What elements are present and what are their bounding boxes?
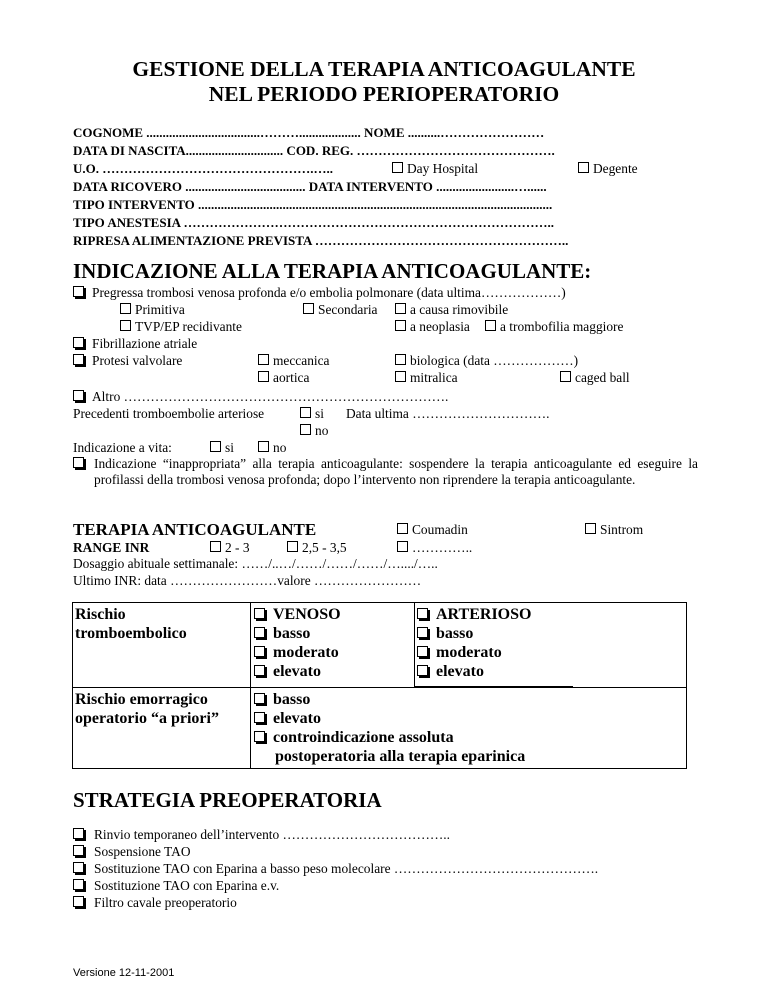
rischio-table (72, 602, 687, 769)
ripresa-alimentazione-field[interactable]: RIPRESA ALIMENTAZIONE PREVISTA ………………………………………………….. (73, 233, 569, 248)
rischio-emorragico-options-cell (251, 688, 687, 769)
indicazione-vita-label: Indicazione a vita: (73, 440, 172, 455)
checkbox-icon[interactable] (258, 441, 269, 452)
cognome-nome-field[interactable]: COGNOME ...................................………................... NOME ..........…………………… (73, 125, 545, 140)
ricovero-intervento-field[interactable]: DATA RICOVERO ..................................... DATA INTERVENTO ........................…...... (73, 179, 547, 194)
rischio-trombo-options-cell (251, 603, 687, 688)
controindicazione-option[interactable]: controindicazione assoluta (254, 728, 454, 747)
vita-si-option[interactable]: si (210, 440, 234, 456)
tipo-intervento-field[interactable]: TIPO INTERVENTO ............................................................................................................. (73, 197, 553, 212)
checkbox-icon[interactable] (73, 896, 84, 907)
document-title-line1: GESTIONE DELLA TERAPIA ANTICOAGULANTE (132, 57, 636, 81)
venoso-elevato-option[interactable]: elevato (254, 662, 321, 681)
uo-label[interactable]: U.O. ………………………………………….….. (73, 161, 333, 176)
trombofilia-option[interactable]: a trombofilia maggiore (485, 319, 623, 335)
ultimo-inr-field[interactable]: Ultimo INR: data ……………………valore …………………… (73, 573, 422, 588)
strategia-heading: STRATEGIA PREOPERATORIA (73, 788, 382, 812)
checkbox-icon[interactable] (395, 303, 406, 314)
arterioso-box (414, 603, 573, 687)
checkbox-icon[interactable] (585, 523, 596, 534)
data-ultima-field[interactable]: Data ultima …………………………. (346, 406, 550, 421)
checkbox-icon[interactable] (73, 845, 84, 856)
vita-no-option[interactable]: no (258, 440, 286, 456)
checkbox-icon[interactable] (210, 541, 221, 552)
checkbox-icon[interactable] (73, 828, 84, 839)
checkbox-icon[interactable] (417, 665, 428, 676)
day-hospital-checkbox[interactable] (392, 162, 403, 173)
strategia-item[interactable]: Filtro cavale preoperatorio (73, 895, 237, 911)
checkbox-icon[interactable] (300, 407, 311, 418)
checkbox-icon[interactable] (254, 646, 265, 657)
checkbox-icon[interactable] (73, 862, 84, 873)
neoplasia-option[interactable]: a neoplasia (395, 319, 470, 335)
tipo-anestesia-field[interactable]: TIPO ANESTESIA ………………………………………………………………………….. (73, 215, 555, 230)
inappropriata-text: Indicazione “inappropriata” alla terapia anticoagulante: sospendere la terapia anticoagulante ed eseguire la profilassi della trombosi venosa profonda; dopo l’intervento non riprendere la terapia anticoagulante. (94, 456, 698, 487)
range-25-35-option[interactable]: 2,5 - 3,5 (287, 540, 347, 556)
degente-label: Degente (593, 161, 638, 176)
precedenti-label: Precedenti tromboembolie arteriose (73, 406, 265, 421)
venoso-option[interactable]: VENOSO (254, 605, 341, 624)
checkbox-icon[interactable] (73, 354, 84, 365)
tvp-recidivante-option[interactable]: TVP/EP recidivante (120, 319, 242, 335)
pregressa-option[interactable]: Pregressa trombosi venosa profonda e/o embolia polmonare (data ultima………………) (73, 285, 566, 301)
checkbox-icon[interactable] (254, 731, 265, 742)
degente-checkbox[interactable] (578, 162, 589, 173)
checkbox-icon[interactable] (258, 354, 269, 365)
range-inr-label: RANGE INR (73, 540, 150, 555)
checkbox-icon[interactable] (73, 879, 84, 890)
checkbox-icon[interactable] (254, 608, 265, 619)
altro-option[interactable]: Altro ………………………………………………………………. (73, 389, 448, 405)
precedenti-no-option[interactable]: no (300, 423, 328, 439)
fibrillazione-option[interactable]: Fibrillazione atriale (73, 336, 197, 352)
sintrom-option[interactable]: Sintrom (585, 522, 643, 538)
checkbox-icon[interactable] (210, 441, 221, 452)
checkbox-icon[interactable] (303, 303, 314, 314)
biologica-option[interactable]: biologica (data ………………) (395, 353, 578, 369)
primitiva-option[interactable]: Primitiva (120, 302, 185, 318)
checkbox-icon[interactable] (254, 665, 265, 676)
checkbox-icon[interactable] (417, 646, 428, 657)
checkbox-icon[interactable] (395, 354, 406, 365)
checkbox-icon[interactable] (254, 627, 265, 638)
checkbox-icon[interactable] (73, 390, 84, 401)
venoso-basso-option[interactable]: basso (254, 624, 310, 643)
checkbox-icon[interactable] (417, 608, 428, 619)
checkbox-icon[interactable] (397, 523, 408, 534)
checkbox-icon[interactable] (395, 320, 406, 331)
checkbox-icon[interactable] (73, 457, 84, 468)
emorragico-basso-option[interactable]: basso (254, 690, 310, 709)
mitralica-option[interactable]: mitralica (395, 370, 458, 386)
checkbox-icon[interactable] (485, 320, 496, 331)
strategia-item[interactable]: Sostituzione TAO con Eparina e.v. (73, 878, 279, 894)
strategia-item[interactable]: Sostituzione TAO con Eparina a basso peso molecolare ………………………………………. (73, 861, 598, 877)
checkbox-icon[interactable] (300, 424, 311, 435)
protesi-option[interactable]: Protesi valvolare (73, 353, 182, 369)
range-2-3-option[interactable]: 2 - 3 (210, 540, 250, 556)
strategia-item[interactable]: Sospensione TAO (73, 844, 191, 860)
arterioso-elevato-option[interactable]: elevato (417, 662, 484, 681)
emorragico-elevato-option[interactable]: elevato (254, 709, 321, 728)
controindicazione-line2: postoperatoria alla terapia eparinica (275, 748, 526, 765)
aortica-option[interactable]: aortica (258, 370, 309, 386)
checkbox-icon[interactable] (73, 337, 84, 348)
checkbox-icon[interactable] (395, 371, 406, 382)
indicazione-heading: INDICAZIONE ALLA TERAPIA ANTICOAGULANTE: (73, 259, 592, 283)
arterioso-basso-option[interactable]: basso (417, 624, 473, 643)
inappropriata-checkbox[interactable] (73, 456, 92, 472)
checkbox-icon[interactable] (397, 541, 408, 552)
dosaggio-field[interactable]: Dosaggio abituale settimanale: ……/..…/……/……/……/…..../….. (73, 556, 438, 571)
checkbox-icon[interactable] (417, 627, 428, 638)
rischio-trombo-label: Rischio tromboembolico (75, 606, 187, 642)
causa-rimovibile-option[interactable]: a causa rimovibile (395, 302, 508, 318)
rischio-trombo-label-cell (73, 603, 251, 688)
version-footer: Versione 12-11-2001 (73, 967, 175, 979)
secondaria-option[interactable]: Secondaria (303, 302, 378, 318)
checkbox-icon[interactable] (254, 712, 265, 723)
rischio-emorragico-label-cell (73, 688, 251, 769)
nascita-codreg-field[interactable]: DATA DI NASCITA.............................. COD. REG. ………………………………………. (73, 143, 555, 158)
day-hospital-option[interactable] (392, 161, 478, 177)
checkbox-icon[interactable] (254, 693, 265, 704)
terapia-heading: TERAPIA ANTICOAGULANTE (73, 520, 317, 539)
range-other-option[interactable]: ………….. (397, 540, 472, 556)
checkbox-icon[interactable] (258, 371, 269, 382)
document-title-line2: NEL PERIODO PERIOPERATORIO (208, 82, 560, 106)
uo-field (73, 161, 333, 177)
checkbox-icon[interactable] (73, 286, 84, 297)
arterioso-option[interactable]: ARTERIOSO (417, 605, 531, 624)
rischio-emorragico-label: Rischio emorragico operatorio “a priori” (75, 691, 219, 727)
day-hospital-label: Day Hospital (407, 161, 479, 176)
checkbox-icon[interactable] (560, 371, 571, 382)
checkbox-icon[interactable] (120, 320, 131, 331)
caged-ball-option[interactable]: caged ball (560, 370, 630, 386)
strategia-item[interactable]: Rinvio temporaneo dell’intervento ……………………………….. (73, 827, 450, 843)
meccanica-option[interactable]: meccanica (258, 353, 330, 369)
arterioso-moderato-option[interactable]: moderato (417, 643, 502, 662)
checkbox-icon[interactable] (287, 541, 298, 552)
precedenti-si-option[interactable]: si (300, 406, 324, 422)
degente-option[interactable] (578, 161, 638, 177)
coumadin-option[interactable]: Coumadin (397, 522, 468, 538)
checkbox-icon[interactable] (120, 303, 131, 314)
venoso-moderato-option[interactable]: moderato (254, 643, 339, 662)
